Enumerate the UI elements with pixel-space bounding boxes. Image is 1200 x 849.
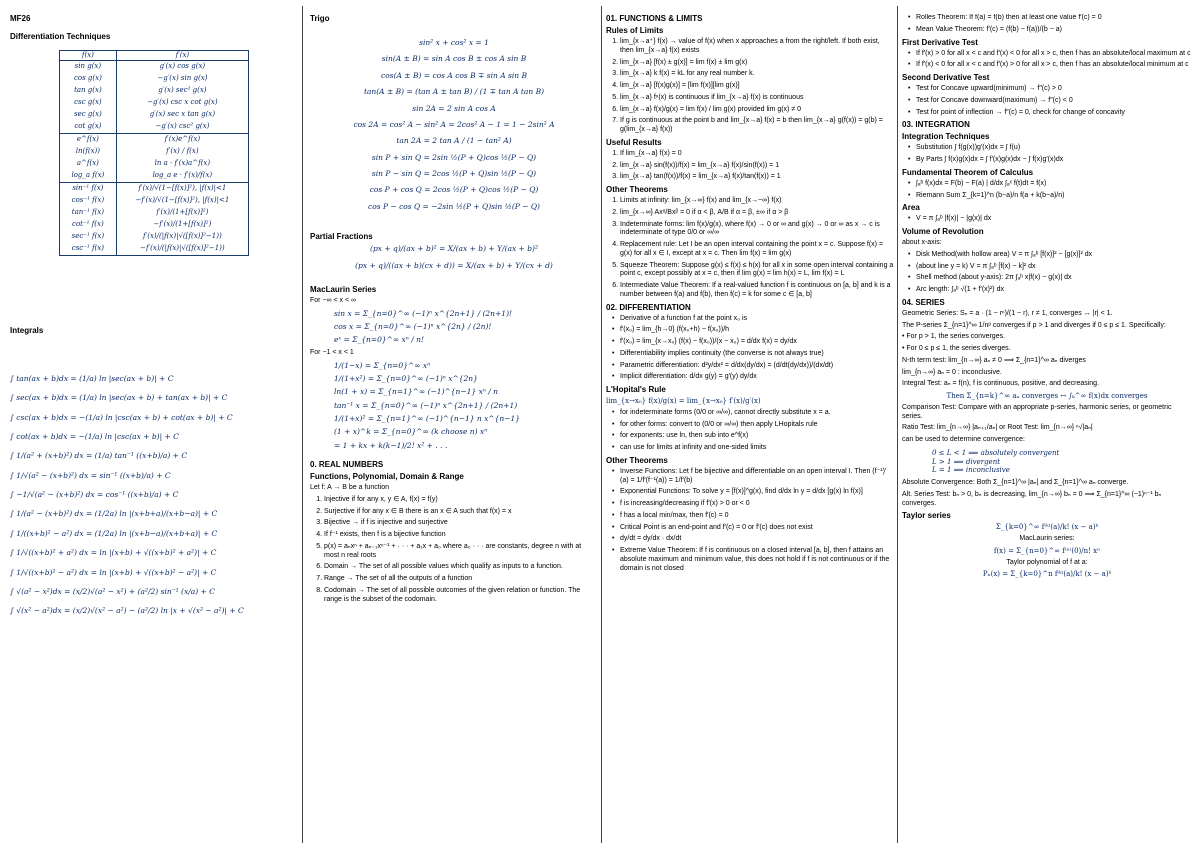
ftc-notes — [902, 180, 1192, 201]
table-row — [60, 109, 249, 121]
trig-identity: sin P + sin Q = 2sin ½(P + Q)cos ½(P − Q) — [371, 152, 537, 162]
table-cell: −g′(x) csc² g(x) — [116, 121, 248, 134]
partial-fractions-heading: Partial Fractions — [310, 232, 373, 242]
maclaurin-formula: tan⁻¹ x = Σ_{n=0}^∞ (−1)ⁿ x^{2n+1} / (2n+1) — [334, 400, 518, 410]
table-cell: sec g(x) — [60, 109, 117, 121]
maclaurin-formula: eˣ = Σ_{n=0}^∞ xⁿ / n! — [334, 335, 424, 345]
ratio-case: L > 1 ⟹ divergent — [932, 457, 1001, 466]
series-note: N-th term test: lim_{n→∞} aₙ ≠ 0 ⟹ Σ_{n=1}^∞ aₙ diverges — [902, 356, 1086, 364]
table-cell: sec⁻¹ f(x) — [60, 231, 117, 243]
other-theorems-2-heading: Other Theorems — [606, 455, 668, 465]
table-cell: f′(x) / f(x) — [116, 146, 248, 158]
theorem: • Critical Point is an end-point and f′(c) = 0 or f′(c) does not exist — [620, 524, 894, 533]
taylor-equation: Σ_{k=0}^∞ f⁽ᵏ⁾(a)/k! (x − a)ᵏ — [995, 523, 1099, 532]
integral-formula: ∫ 1/(a² − (x+b)²) dx = (1/2a) ln |(x+b+a)/(x+b−a)| + C — [10, 509, 218, 519]
differentiation-note: • Derivative of a function f at the point x₀ is — [620, 315, 894, 324]
table-cell: −f′(x)/(1+[f(x)]²) — [116, 219, 248, 231]
table-cell: a^f(x) — [60, 158, 117, 170]
sheet-title: MF26 — [10, 14, 31, 23]
table-cell: g′(x) sec² g(x) — [116, 85, 248, 97]
function-definitions — [310, 496, 598, 605]
functions-heading: Functions, Polynomial, Domain & Range — [310, 472, 464, 482]
table-row — [60, 231, 249, 243]
table-row — [60, 85, 249, 97]
table-cell: −g′(x) csc x cot g(x) — [116, 97, 248, 109]
maclaurin-formula: cos x = Σ_{n=0}^∞ (−1)ⁿ x^{2n} / (2n)! — [334, 322, 492, 331]
ftc-heading: Fundamental Theorem of Calculus — [902, 167, 1034, 177]
table-group-trig — [60, 60, 249, 133]
theorem: • f is increasing/decreasing if f′(x) > 0 or < 0 — [620, 500, 894, 509]
comparison-note: Comparison Test: Compare with an appropriate p-series, harmonic series, or geometric series. — [902, 403, 1172, 420]
table-cell: −g′(x) sin g(x) — [116, 73, 248, 85]
column-1 — [10, 14, 298, 845]
table-cell: −f′(x)/(|f(x)|√([f(x)]²−1)) — [116, 243, 248, 256]
theorem: • Exponential Functions: To solve y = [f(x)]^g(x), find d/dx ln y = d/dx [g(x) ln f(x)] — [620, 488, 894, 497]
table-cell: log_a e · f′(x)/f(x) — [116, 170, 248, 183]
ftc-note: • ∫ₐᵇ f(x)dx = F(b) − F(a) | d/dx ∫ₐˣ f(t)dt = f(x) — [916, 180, 1192, 189]
limit-rule: 2. lim_{x→a} [f(x) ± g(x)] = lim f(x) ± lim g(x) — [620, 59, 894, 68]
differentiation-note: • Implicit differentiation: d/dx g(y) = g′(y) dy/dx — [620, 373, 894, 382]
table-cell: log_a f(x) — [60, 170, 117, 183]
derivative-table — [59, 50, 249, 256]
differentiation-heading: 02. DIFFERENTIATION — [606, 302, 691, 312]
first-derivative-test — [902, 50, 1192, 71]
integral-formula: ∫ sec(ax + b)dx = (1/a) ln |sec(ax + b) + tan(ax + b)| + C — [10, 393, 228, 403]
ratio-case: L = 1 ⟹ inconclusive — [932, 466, 1010, 475]
lhopital-heading: L'Hopital's Rule — [606, 385, 666, 394]
lhopital-equation: lim_{x→x₀} f(x)/g(x) = lim_{x→x₀} f′(x)/g′(x) — [606, 397, 761, 405]
limit-rule: 3. lim_{x→a} k f(x) = kL for any real number k. — [620, 70, 894, 79]
function-definition: 7. Range → The set of all the outputs of a function — [324, 575, 598, 584]
integration-heading: 03. INTEGRATION — [902, 120, 970, 130]
table-cell: cos g(x) — [60, 73, 117, 85]
function-definition: 1. Injective if for any x, y ∈ A, f(x) = f(y) — [324, 496, 598, 505]
useful-result: 2. lim_{x→a} sin(f(x))/f(x) = lim_{x→a} f(x)/sin(f(x)) = 1 — [620, 162, 894, 171]
theorem: • Inverse Functions: Let f be bijective and differentiable on an open interval I. Then (f⁻¹)′(a) = 1/f′(f⁻¹(a)) = 1/f′(b) — [620, 468, 894, 486]
convergence-note: Absolute Convergence: Both Σ_{n=1}^∞ |aₙ| and Σ_{n=1}^∞ aₙ converge. — [902, 479, 1129, 486]
theorem: 1. Limits at infinity: lim_{x→∞} f(x) and lim_{x→−∞} f(x) — [620, 197, 894, 206]
test-note: • If f′(x) < 0 for all x < c and f′(x) > 0 for all x > c, then f has an absolute/local minimum at c — [916, 61, 1192, 70]
comparison-notes — [902, 404, 1192, 445]
trig-identity: cos P − cos Q = −2sin ½(P + Q)sin ½(P − Q) — [368, 201, 540, 211]
theorem: • Mean Value Theorem: f′(c) = (f(b) − f(a))/(b − a) — [916, 26, 1192, 35]
ratio-test-cases — [932, 449, 1192, 475]
function-definition: 8. Codomain → The set of all possible outcomes of the given relation or function. The range is the subset of the codomain. — [324, 587, 598, 605]
rules-of-limits-heading: Rules of Limits — [606, 26, 664, 35]
series-note: lim_{n→∞} aₙ = 0 : inconclusive. — [902, 368, 1002, 376]
theorem: • Extreme Value Theorem: If f is continuous on a closed interval [a, b], then f attains an absolute maximum and minimum value, this does not hold if f is not continuous or if the domain is not closed — [620, 547, 894, 573]
trig-heading: Trigo — [310, 14, 330, 23]
function-definition: 6. Domain → The set of all possible values which qualify as inputs to a function. — [324, 563, 598, 572]
theorem: 6. Intermediate Value Theorem: If a real-valued function f is continuous on [a, b] and k is a number between f(a) and f(b), then f(c) = k for some c ∈ [a, b] — [620, 282, 894, 300]
table-cell: ln a · f′(x)a^f(x) — [116, 158, 248, 170]
maclaurin-formula: 1/(1+x²) = Σ_{n=0}^∞ (−1)ⁿ x^{2n} — [334, 373, 478, 383]
table-row — [60, 121, 249, 134]
area-heading: Area — [902, 203, 920, 213]
diff-techniques-heading: Differentiation Techniques — [10, 32, 111, 41]
theorem: 5. Squeeze Theorem: Suppose g(x) ≤ f(x) ≤ h(x) for all x in some open interval containing a point c, except possibly at x = c, then if lim g(x) = lim h(x) = L, lim f(x) = L — [620, 262, 894, 280]
differentiation-note: • f′(x₀) = lim_{x→x₀} (f(x) − f(x₀))/(x − x₀) = d/dx f(x) = dy/dx — [620, 338, 894, 347]
table-row — [60, 97, 249, 109]
table-row — [60, 146, 249, 158]
maclaurin-formula: 1/(1+x)² = Σ_{n=1}^∞ (−1)^{n−1} n x^{n−1} — [334, 414, 521, 423]
maclaurin-formula: 1/(1−x) = Σ_{n=0}^∞ xⁿ — [334, 360, 431, 370]
integral-formula: ∫ √(x² − a²)dx = (x/2)√(x² − a²) − (a²/2) ln |x + √(x² − a²)| + C — [10, 606, 244, 616]
table-cell: tan g(x) — [60, 85, 117, 97]
table-row — [60, 133, 249, 146]
trig-identity: sin P − sin Q = 2cos ½(P + Q)sin ½(P − Q) — [371, 169, 537, 178]
useful-results-heading: Useful Results — [606, 137, 662, 147]
table-cell: g′(x) sec x tan g(x) — [116, 109, 248, 121]
table-row — [60, 158, 249, 170]
theorem: • Rolles Theorem: If f(a) = f(b) then at least one value f′(c) = 0 — [916, 14, 1192, 23]
test-note: • Test for point of inflection → f″(c) = 0, check for change of concavity — [916, 109, 1192, 118]
series-note: Geometric Series: Sₙ = a · (1 − rⁿ)/(1 − r), r ≠ 1, converges ↔ |r| < 1. — [902, 309, 1113, 317]
other-theorems — [606, 197, 894, 300]
table-cell: csc g(x) — [60, 97, 117, 109]
integral-formula: ∫ √(a² − x²)dx = (x/2)√(a² − x²) + (a²/2) sin⁻¹ (x/a) + C — [10, 586, 215, 596]
volume-formula: • Arc length: ∫ₐᵇ √(1 + f′(x)²) dx — [916, 286, 1192, 295]
differentiation-note: • f′(x₀) = lim_{h→0} (f(x₀+h) − f(x₀))/h — [620, 326, 894, 335]
column-3 — [606, 14, 894, 845]
volume-notes — [902, 251, 1192, 295]
table-cell: cot g(x) — [60, 121, 117, 134]
integral-list — [10, 374, 298, 616]
differentiation-notes — [606, 315, 894, 383]
table-cell: f′(x)/(1+[f(x)]²) — [116, 207, 248, 219]
maclaurin-formula: (1 + x)^k = Σ_{n=0}^∞ (k choose n) xⁿ — [334, 427, 488, 437]
function-definition: 3. Bijective → if f is injective and surjective — [324, 519, 598, 528]
rules-of-limits — [606, 38, 894, 135]
differentiation-note: • Differentiability implies continuity (the converse is not always true) — [620, 350, 894, 359]
integrals-heading: Integrals — [10, 325, 44, 335]
volume-formula: • Shell method (about y-axis): 2π ∫ₐᵇ x|f(x) − g(x)| dx — [916, 274, 1192, 283]
test-note: • If f′(x) > 0 for all x < c and f′(x) < 0 for all x > c, then f has an absolute/local maximum at c — [916, 50, 1192, 59]
integral-formula: ∫ cot(ax + b)dx = −(1/a) ln |csc(ax + b)| + C — [10, 431, 179, 441]
trig-identity: tan 2A = 2 tan A / (1 − tan² A) — [396, 136, 512, 146]
lhopital-note: • for indeterminate forms (0/0 or ∞/∞), cannot directly substitute x = a. — [620, 409, 894, 418]
table-header: f(x) — [60, 51, 117, 61]
maclaurin-formula: = 1 + kx + k(k−1)/2! x² + . . . — [334, 440, 448, 450]
integration-technique: • Substitution ∫ f(g(x))g′(x)dx = ∫ f(u) — [916, 144, 1192, 153]
limit-rule: 5. lim_{x→a} fⁿ(x) is continuous if lim_{x→a} f(x) is continuous — [620, 94, 894, 103]
maclaurin-range-2: For −1 < x < 1 — [310, 348, 354, 356]
table-row — [60, 60, 249, 73]
series-note: • For p > 1, the series converges. — [902, 333, 1006, 341]
series-notes — [902, 310, 1192, 389]
integration-techniques-heading: Integration Techniques — [902, 132, 990, 142]
differentiation-note: • Parametric differentiation: d²y/dx² = d/dx(dy/dx) = (d/dt(dy/dx))/(dx/dt) — [620, 362, 894, 371]
trig-identities — [310, 38, 598, 211]
trig-identity: tan(A ± B) = (tan A ± tan B) / (1 ∓ tan A tan B) — [363, 87, 545, 97]
functions-limits-heading: 01. FUNCTIONS & LIMITS — [606, 14, 703, 23]
test-note: • Test for Concave upward(minimum) → f″(c) > 0 — [916, 85, 1192, 94]
table-header: f′(x) — [116, 51, 248, 61]
convergence-note: Alt. Series Test: bₙ > 0, bₙ is decreasing, lim_{n→∞} bₙ = 0 ⟹ Σ_{n=1}^∞ (−1)ⁿ⁻¹ bₙ converges. — [902, 490, 1162, 507]
integral-formula: ∫ 1/((x+b)² − a²) dx = (1/2a) ln |(x+b−a)/(x+b+a)| + C — [10, 528, 218, 538]
table-cell: −f′(x)/√(1−[f(x)]²), |f(x)|<1 — [116, 195, 248, 207]
column-divider — [302, 6, 303, 843]
table-cell: f′(x)e^f(x) — [116, 133, 248, 146]
useful-results — [606, 150, 894, 182]
limit-rule: 1. lim_{x→a⁺} f(x) → value of f(x) when x approaches a from the right/left. If both exist, then lim_{x→a} f(x) exists — [620, 38, 894, 56]
table-cell: ln(f(x)) — [60, 146, 117, 158]
maclaurin-heading: MacLaurin Series — [310, 284, 377, 294]
other-theorems-heading: Other Theorems — [606, 185, 668, 194]
maclaurin-series-2 — [310, 361, 598, 451]
integration-technique: • By Parts ∫ f(x)g(x)dx = ∫ f′(x)g(x)dx − ∫ f(x)g′(x)dx — [916, 156, 1192, 165]
integration-techniques — [902, 144, 1192, 165]
trig-identity: cos(A ± B) = cos A cos B ∓ sin A sin B — [381, 70, 527, 80]
taylor-poly-label: Taylor polynomial of f at a: — [1006, 558, 1088, 566]
volume-formula: • (about line y = k) V = π ∫ₐᵇ [f(x) − k]² dx — [916, 263, 1192, 272]
column-2 — [310, 14, 598, 845]
second-derivative-test-heading: Second Derivative Test — [902, 73, 990, 82]
series-note: • For 0 ≤ p ≤ 1, the series diverges. — [902, 345, 1011, 352]
table-cell: cos⁻¹ f(x) — [60, 195, 117, 207]
integral-test-equation: Then Σ_{n=k}^∞ aₙ converges ↔ ∫ₖ^∞ f(x)dx converges — [946, 392, 1148, 400]
table-cell: f′(x)/(|f(x)|√([f(x)]²−1)) — [116, 231, 248, 243]
column-4 — [902, 14, 1192, 845]
absolute-convergence-notes — [902, 479, 1192, 508]
table-row — [60, 182, 249, 195]
theorem: 4. Replacement rule: Let I be an open interval containing the point x = c. Suppose f(x) = g(x) for all x ∈ I, except at x = c. Then lim f(x) = lim g(x) — [620, 241, 894, 259]
table-cell: e^f(x) — [60, 133, 117, 146]
table-row — [60, 243, 249, 256]
comparison-note: can be used to determine convergence: — [902, 436, 1025, 443]
volume-heading: Volume of Revolution — [902, 227, 984, 236]
table-cell: sin⁻¹ f(x) — [60, 182, 117, 195]
trig-identity: sin 2A = 2 sin A cos A — [412, 103, 496, 113]
maclaurin-range-1: For −∞ < x < ∞ — [310, 296, 356, 304]
test-note: • Test for Concave downward(maximum) → f″(c) < 0 — [916, 97, 1192, 106]
lhopital-note: • for exponents: use ln, then sub into e^f(x) — [620, 432, 894, 441]
column-divider — [601, 6, 602, 843]
table-cell: g′(x) cos g(x) — [116, 60, 248, 73]
theorem: • dy/dt = dy/dx · dx/dt — [620, 535, 894, 544]
function-definition: 4. If f⁻¹ exists, then f is a bijective function — [324, 531, 598, 540]
real-numbers-heading: 0. REAL NUMBERS — [310, 460, 384, 470]
ratio-case: 0 ≤ L < 1 ⟹ absolutely convergent — [932, 448, 1060, 457]
area-formula: • V = π ∫ₐᵇ |f(x)| − |g(x)| dx — [916, 215, 1192, 224]
taylor-heading: Taylor series — [902, 511, 951, 521]
table-cell: f′(x)/√(1−[f(x)]²), |f(x)|<1 — [116, 182, 248, 195]
integral-formula: ∫ 1/√((x+b)² + a²) dx = ln |(x+b) + √((x+b)² + a²)| + C — [10, 548, 217, 558]
taylor-poly-equation: Pₙ(x) = Σ_{k=0}^n f⁽ᵏ⁾(a)/k! (x − a)ᵏ — [982, 570, 1112, 579]
area-notes — [902, 215, 1192, 224]
partial-fractions — [310, 244, 598, 270]
table-cell: tan⁻¹ f(x) — [60, 207, 117, 219]
maclaurin-equation: f(x) = Σ_{n=0}^∞ f⁽ⁿ⁾(0)/n! xⁿ — [993, 546, 1101, 555]
second-derivative-test — [902, 85, 1192, 117]
table-cell: sin g(x) — [60, 60, 117, 73]
integral-formula: ∫ csc(ax + b)dx = −(1/a) ln |csc(ax + b) + cot(ax + b)| + C — [10, 412, 233, 422]
integral-formula: ∫ −1/√(a² − (x+b)²) dx = cos⁻¹ ((x+b)/a) + C — [10, 490, 179, 499]
function-intro: Let f: A → B be a function — [310, 484, 389, 492]
maclaurin-label: MacLaurin series: — [1019, 535, 1075, 542]
function-definition: 5. p(x) = aₙxⁿ + aₙ₋₁xⁿ⁻¹ + · · · + a₁x + a₀ where a₀ · · · are constants, degree n with at most n real roots — [324, 543, 598, 561]
trig-identity: sin(A ± B) = sin A cos B ± cos A sin B — [381, 54, 527, 64]
table-row — [60, 219, 249, 231]
other-theorems-2 — [606, 468, 894, 574]
maclaurin-series-1 — [310, 309, 598, 345]
lhopital-note: • for other forms: convert to (0/0 or ∞/∞) then apply LHopitals rule — [620, 421, 894, 430]
integral-formula: ∫ tan(ax + b)dx = (1/a) ln |sec(ax + b)| + C — [10, 373, 174, 383]
lhopital-notes — [606, 409, 894, 453]
theorem: 3. Indeterminate forms: lim f(x)/g(x), where f(x) → 0 or ∞ and g(x) → 0 or ∞ as x → c is indeterminate of type 0/0 or ∞/∞ — [620, 221, 894, 239]
series-note: The P-series Σ_{n=1}^∞ 1/nᵖ converges if p > 1 and diverges if 0 ≤ p ≤ 1. Specifically: — [902, 321, 1166, 329]
integral-formula: ∫ 1/√(a² − (x+b)²) dx = sin⁻¹ ((x+b)/a) + C — [10, 470, 171, 480]
trig-identity: cos P + cos Q = 2cos ½(P + Q)cos ½(P − Q) — [369, 185, 539, 195]
table-cell: cot⁻¹ f(x) — [60, 219, 117, 231]
function-definition: 2. Surjective if for any x ∈ B there is an x ∈ A such that f(x) = x — [324, 508, 598, 517]
table-cell: csc⁻¹ f(x) — [60, 243, 117, 256]
integral-formula: ∫ 1/√((x+b)² − a²) dx = ln |(x+b) + √((x+b)² − a²)| + C — [10, 567, 217, 577]
useful-result: 1. If lim_{x→a} f(x) = 0 — [620, 150, 894, 159]
table-row — [60, 195, 249, 207]
maclaurin-formula: sin x = Σ_{n=0}^∞ (−1)ⁿ x^{2n+1} / (2n+1)! — [334, 308, 513, 318]
limit-rule: 6. lim_{x→a} f(x)/g(x) = lim f(x) / lim g(x) provided lim g(x) ≠ 0 — [620, 106, 894, 115]
volume-intro: about x-axis: — [902, 239, 942, 246]
limit-rule: 4. lim_{x→a} [f(x)g(x)] = [lim f(x)][lim g(x)] — [620, 82, 894, 91]
useful-result: 3. lim_{x→a} tan(f(x))/f(x) = lim_{x→a} f(x)/tan(f(x)) = 1 — [620, 173, 894, 182]
table-row — [60, 207, 249, 219]
volume-formula: • Disk Method(with hollow area) V = π ∫ₐᵇ [f(x)]² − [g(x)]² dx — [916, 251, 1192, 260]
series-note: Integral Test: aₙ = f(n), f is continuous, positive, and decreasing. — [902, 380, 1100, 388]
table-row — [60, 170, 249, 183]
limit-rule: 7. If g is continuous at the point b and lim_{x→a} f(x) = b then lim_{x→a} g(f(x)) = g(b) = g(lim_{x→a} f(x)) — [620, 117, 894, 135]
column-divider — [897, 6, 898, 843]
lhopital-note: • can use for limits at infinity and one-sided limits — [620, 444, 894, 453]
theorem: 2. lim_{x→∞} Axᵅ/Bxᵝ = 0 if α < β, A/B if α = β, ±∞ if α > β — [620, 209, 894, 218]
comparison-note: Ratio Test: lim_{n→∞} |aₙ₊₁/aₙ| or Root Test: lim_{n→∞} ⁿ√|aₙ| — [902, 424, 1093, 432]
trig-identity: cos 2A = cos² A − sin² A = 2cos² A − 1 = 1 − 2sin² A — [353, 119, 555, 129]
partial-fraction-formula: (px + q)/(ax + b)² = X/(ax + b) + Y/(ax + b)² — [370, 244, 538, 254]
ftc-note: • Riemann Sum Σ_{k=1}^n (b−a)/n f(a + k(b−a)/n) — [916, 192, 1192, 201]
table-row — [60, 73, 249, 85]
maclaurin-formula: ln(1 + x) = Σ_{n=1}^∞ (−1)^{n−1} xⁿ / n — [334, 387, 498, 397]
table-group-inverse — [60, 182, 249, 255]
series-heading: 04. SERIES — [902, 297, 945, 307]
table-group-exp — [60, 133, 249, 182]
rolle-mvt — [902, 14, 1192, 35]
first-derivative-test-heading: First Derivative Test — [902, 37, 978, 47]
theorem: • f has a local min/max, then f′(c) = 0 — [620, 512, 894, 521]
partial-fraction-formula: (px + q)/((ax + b)(cx + d)) = X/(ax + b) + Y/(cx + d) — [355, 260, 553, 270]
trig-identity: sin² x + cos² x = 1 — [419, 38, 489, 47]
integral-formula: ∫ 1/(a² + (x+b)²) dx = (1/a) tan⁻¹ ((x+b)/a) + C — [10, 451, 188, 461]
